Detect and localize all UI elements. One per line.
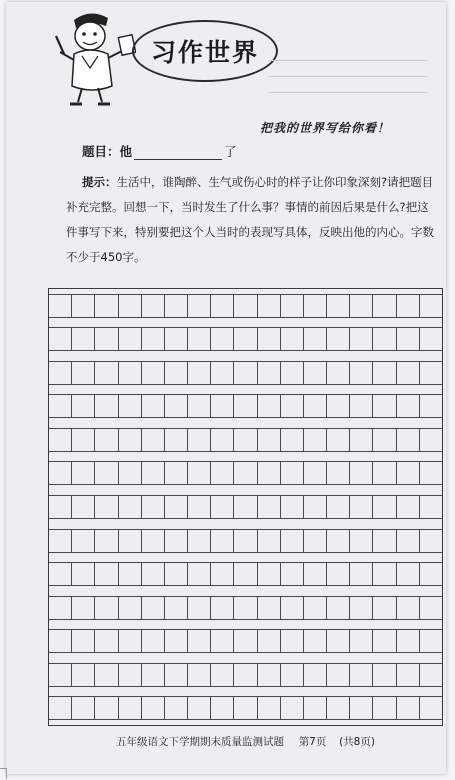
grid-cell — [49, 562, 71, 586]
grid-cell — [303, 696, 326, 720]
grid-cell — [396, 696, 419, 720]
grid-cell — [396, 529, 419, 553]
grid-cell — [118, 495, 141, 519]
grid-cell — [257, 327, 280, 351]
grid-cell — [419, 529, 442, 553]
grid-cell — [303, 495, 326, 519]
grid-row — [49, 663, 442, 687]
grid-cell — [164, 361, 187, 385]
grid-cell — [233, 361, 256, 385]
grid-cell — [280, 428, 303, 452]
grid-cell — [326, 428, 349, 452]
grid-cell — [280, 562, 303, 586]
grid-cell — [49, 663, 71, 687]
grid-cell — [349, 529, 372, 553]
grid-cell — [326, 294, 349, 318]
grid-cell — [210, 294, 233, 318]
grid-cell — [164, 428, 187, 452]
grid-cell — [257, 562, 280, 586]
topic-blank — [134, 147, 222, 160]
grid-cell — [141, 562, 164, 586]
grid-cell — [141, 327, 164, 351]
grid-cell — [419, 294, 442, 318]
grid-cell — [233, 495, 256, 519]
grid-cell — [187, 394, 210, 418]
grid-cell — [118, 562, 141, 586]
grid-cell — [49, 461, 71, 485]
section-title: 习作世界 — [150, 38, 259, 67]
grid-cell — [326, 596, 349, 620]
page-number: 第7页 — [298, 736, 327, 748]
grid-cell — [210, 461, 233, 485]
grid-cell — [187, 495, 210, 519]
grid-cell — [94, 428, 117, 452]
grid-cell — [280, 596, 303, 620]
grid-cell — [372, 428, 395, 452]
grid-cell — [141, 629, 164, 653]
grid-cell — [396, 663, 419, 687]
grid-cell — [118, 629, 141, 653]
grid-cell — [118, 361, 141, 385]
grid-cell — [141, 495, 164, 519]
grid-cell — [280, 696, 303, 720]
grid-cell — [257, 461, 280, 485]
grid-cell — [396, 361, 419, 385]
grid-cell — [164, 294, 187, 318]
topic-label: 题目：他 — [82, 144, 133, 159]
grid-row — [49, 361, 442, 385]
grid-cell — [396, 461, 419, 485]
grid-cell — [303, 596, 326, 620]
grid-cell — [187, 428, 210, 452]
grid-cell — [164, 629, 187, 653]
grid-cell — [141, 596, 164, 620]
grid-cell — [349, 361, 372, 385]
grid-cell — [326, 629, 349, 653]
grid-row — [49, 461, 442, 485]
grid-cell — [419, 394, 442, 418]
grid-cell — [94, 663, 117, 687]
grid-cell — [419, 495, 442, 519]
grid-cell — [94, 495, 117, 519]
grid-cell — [118, 294, 141, 318]
grid-cell — [257, 629, 280, 653]
grid-cell — [280, 629, 303, 653]
grid-cell — [210, 529, 233, 553]
grid-cell — [257, 294, 280, 318]
grid-cell — [233, 562, 256, 586]
grid-cell — [303, 562, 326, 586]
grid-cell — [210, 327, 233, 351]
grid-row — [49, 629, 442, 653]
grid-cell — [71, 294, 94, 318]
grid-cell — [164, 562, 187, 586]
grid-cell — [94, 361, 117, 385]
grid-cell — [419, 663, 442, 687]
grid-cell — [326, 529, 349, 553]
grid-cell — [164, 394, 187, 418]
grid-cell — [280, 529, 303, 553]
grid-cell — [303, 294, 326, 318]
grid-cell — [280, 361, 303, 385]
writing-grid — [48, 288, 443, 726]
grid-cell — [349, 629, 372, 653]
grid-cell — [71, 327, 94, 351]
grid-cell — [164, 495, 187, 519]
grid-cell — [372, 327, 395, 351]
grid-cell — [187, 327, 210, 351]
grid-cell — [349, 327, 372, 351]
grid-cell — [94, 394, 117, 418]
grid-cell — [303, 361, 326, 385]
grid-cell — [210, 495, 233, 519]
grid-cell — [257, 428, 280, 452]
hint-text: 生活中，谁陶醉、生气或伤心时的样子让你印象深刻?请把题目补充完整。回想一下，当时发生了什么事？事情的前因后果是什么?把这件事写下来，特别要把这个人当时的表现写具体，反映出他的内心。字数不少于450字。 — [66, 175, 434, 264]
grid-cell — [349, 562, 372, 586]
grid-cell — [326, 327, 349, 351]
grid-cell — [303, 394, 326, 418]
grid-cell — [164, 663, 187, 687]
grid-cell — [94, 294, 117, 318]
grid-cell — [49, 629, 71, 653]
grid-cell — [141, 461, 164, 485]
grid-cell — [118, 327, 141, 351]
grid-cell — [372, 294, 395, 318]
grid-cell — [141, 663, 164, 687]
corner-mark — [0, 768, 7, 779]
page-footer — [116, 734, 375, 749]
grid-cell — [349, 596, 372, 620]
exam-page — [6, 2, 446, 774]
ruled-line — [268, 60, 428, 61]
grid-cell — [233, 461, 256, 485]
grid-cell — [257, 696, 280, 720]
grid-cell — [164, 461, 187, 485]
grid-cell — [396, 428, 419, 452]
grid-cell — [118, 696, 141, 720]
grid-cell — [187, 596, 210, 620]
grid-cell — [326, 495, 349, 519]
grid-cell — [71, 495, 94, 519]
essay-topic — [82, 142, 237, 160]
grid-cell — [94, 696, 117, 720]
grid-cell — [303, 428, 326, 452]
grid-cell — [94, 629, 117, 653]
grid-cell — [349, 428, 372, 452]
grid-cell — [71, 394, 94, 418]
grid-row — [49, 327, 442, 351]
grid-cell — [396, 562, 419, 586]
grid-cell — [49, 529, 71, 553]
grid-cell — [396, 495, 419, 519]
grid-cell — [210, 629, 233, 653]
grid-cell — [49, 361, 71, 385]
grid-row — [49, 529, 442, 553]
grid-cell — [303, 327, 326, 351]
grid-cell — [71, 461, 94, 485]
grid-cell — [349, 663, 372, 687]
grid-cell — [210, 394, 233, 418]
grid-cell — [257, 663, 280, 687]
grid-cell — [187, 361, 210, 385]
grid-cell — [419, 596, 442, 620]
grid-cell — [187, 696, 210, 720]
grid-cell — [303, 629, 326, 653]
grid-cell — [94, 327, 117, 351]
grid-cell — [257, 529, 280, 553]
grid-cell — [419, 327, 442, 351]
grid-cell — [49, 495, 71, 519]
grid-cell — [71, 629, 94, 653]
grid-cell — [349, 696, 372, 720]
grid-cell — [187, 294, 210, 318]
grid-cell — [187, 529, 210, 553]
grid-cell — [396, 629, 419, 653]
grid-cell — [419, 361, 442, 385]
grid-cell — [372, 529, 395, 553]
page-total: (共8页) — [339, 736, 375, 748]
grid-cell — [187, 461, 210, 485]
grid-cell — [303, 529, 326, 553]
grid-row — [49, 394, 442, 418]
grid-cell — [396, 596, 419, 620]
grid-cell — [118, 596, 141, 620]
grid-cell — [233, 428, 256, 452]
grid-cell — [210, 428, 233, 452]
grid-cell — [419, 629, 442, 653]
grid-cell — [49, 428, 71, 452]
grid-cell — [257, 394, 280, 418]
grid-cell — [372, 394, 395, 418]
grid-cell — [280, 294, 303, 318]
grid-cell — [210, 596, 233, 620]
grid-cell — [372, 596, 395, 620]
grid-cell — [372, 361, 395, 385]
grid-cell — [303, 461, 326, 485]
grid-cell — [141, 394, 164, 418]
grid-cell — [233, 629, 256, 653]
grid-cell — [49, 596, 71, 620]
grid-cell — [49, 394, 71, 418]
grid-cell — [49, 294, 71, 318]
grid-cell — [164, 529, 187, 553]
grid-cell — [233, 327, 256, 351]
grid-cell — [71, 596, 94, 620]
grid-cell — [164, 596, 187, 620]
grid-cell — [396, 394, 419, 418]
grid-cell — [257, 495, 280, 519]
grid-cell — [419, 562, 442, 586]
grid-cell — [396, 327, 419, 351]
grid-cell — [233, 529, 256, 553]
topic-suffix: 了 — [224, 144, 237, 159]
cartoon-teacher-illustration — [52, 6, 136, 108]
grid-row — [49, 294, 442, 318]
grid-cell — [71, 696, 94, 720]
grid-cell — [71, 529, 94, 553]
grid-cell — [326, 461, 349, 485]
grid-cell — [372, 495, 395, 519]
grid-cell — [349, 294, 372, 318]
grid-cell — [349, 394, 372, 418]
grid-cell — [233, 696, 256, 720]
grid-cell — [372, 663, 395, 687]
grid-cell — [326, 394, 349, 418]
slogan: 把我的世界写给你看！ — [260, 121, 391, 135]
grid-cell — [118, 394, 141, 418]
grid-cell — [372, 696, 395, 720]
writing-hint — [66, 170, 436, 270]
section-title-oval — [132, 20, 278, 82]
grid-cell — [118, 428, 141, 452]
grid-cell — [326, 361, 349, 385]
grid-cell — [372, 461, 395, 485]
grid-cell — [210, 361, 233, 385]
hint-label: 提示： — [82, 175, 117, 189]
grid-row — [49, 428, 442, 452]
grid-cell — [141, 294, 164, 318]
grid-cell — [94, 562, 117, 586]
grid-cell — [118, 529, 141, 553]
grid-cell — [280, 394, 303, 418]
grid-cell — [396, 294, 419, 318]
grid-cell — [187, 663, 210, 687]
grid-cell — [233, 294, 256, 318]
grid-cell — [118, 461, 141, 485]
grid-cell — [71, 428, 94, 452]
ruled-line — [268, 76, 428, 77]
ruled-line — [268, 92, 428, 93]
grid-cell — [164, 327, 187, 351]
grid-cell — [94, 596, 117, 620]
grid-cell — [94, 461, 117, 485]
exam-name: 五年级语文下学期期末质量监测试题 — [116, 736, 284, 748]
grid-cell — [349, 495, 372, 519]
grid-cell — [326, 663, 349, 687]
grid-cell — [71, 562, 94, 586]
grid-cell — [141, 696, 164, 720]
grid-cell — [210, 562, 233, 586]
grid-cell — [164, 696, 187, 720]
grid-cell — [257, 361, 280, 385]
grid-cell — [210, 663, 233, 687]
grid-cell — [94, 529, 117, 553]
grid-cell — [233, 394, 256, 418]
grid-cell — [419, 696, 442, 720]
grid-cell — [349, 461, 372, 485]
grid-cell — [187, 629, 210, 653]
grid-cell — [141, 529, 164, 553]
grid-row — [49, 596, 442, 620]
grid-cell — [49, 327, 71, 351]
grid-cell — [326, 562, 349, 586]
grid-row — [49, 562, 442, 586]
grid-cell — [326, 696, 349, 720]
grid-cell — [280, 663, 303, 687]
grid-cell — [372, 629, 395, 653]
grid-cell — [280, 495, 303, 519]
grid-cell — [71, 361, 94, 385]
grid-cell — [187, 562, 210, 586]
grid-cell — [49, 696, 71, 720]
grid-cell — [419, 461, 442, 485]
grid-cell — [141, 361, 164, 385]
grid-cell — [233, 596, 256, 620]
grid-cell — [419, 428, 442, 452]
grid-row — [49, 495, 442, 519]
grid-cell — [372, 562, 395, 586]
grid-cell — [233, 663, 256, 687]
grid-row — [49, 696, 442, 720]
grid-cell — [210, 696, 233, 720]
grid-cell — [280, 327, 303, 351]
grid-cell — [257, 596, 280, 620]
grid-cell — [303, 663, 326, 687]
grid-cell — [280, 461, 303, 485]
grid-cell — [71, 663, 94, 687]
grid-cell — [118, 663, 141, 687]
grid-cell — [141, 428, 164, 452]
